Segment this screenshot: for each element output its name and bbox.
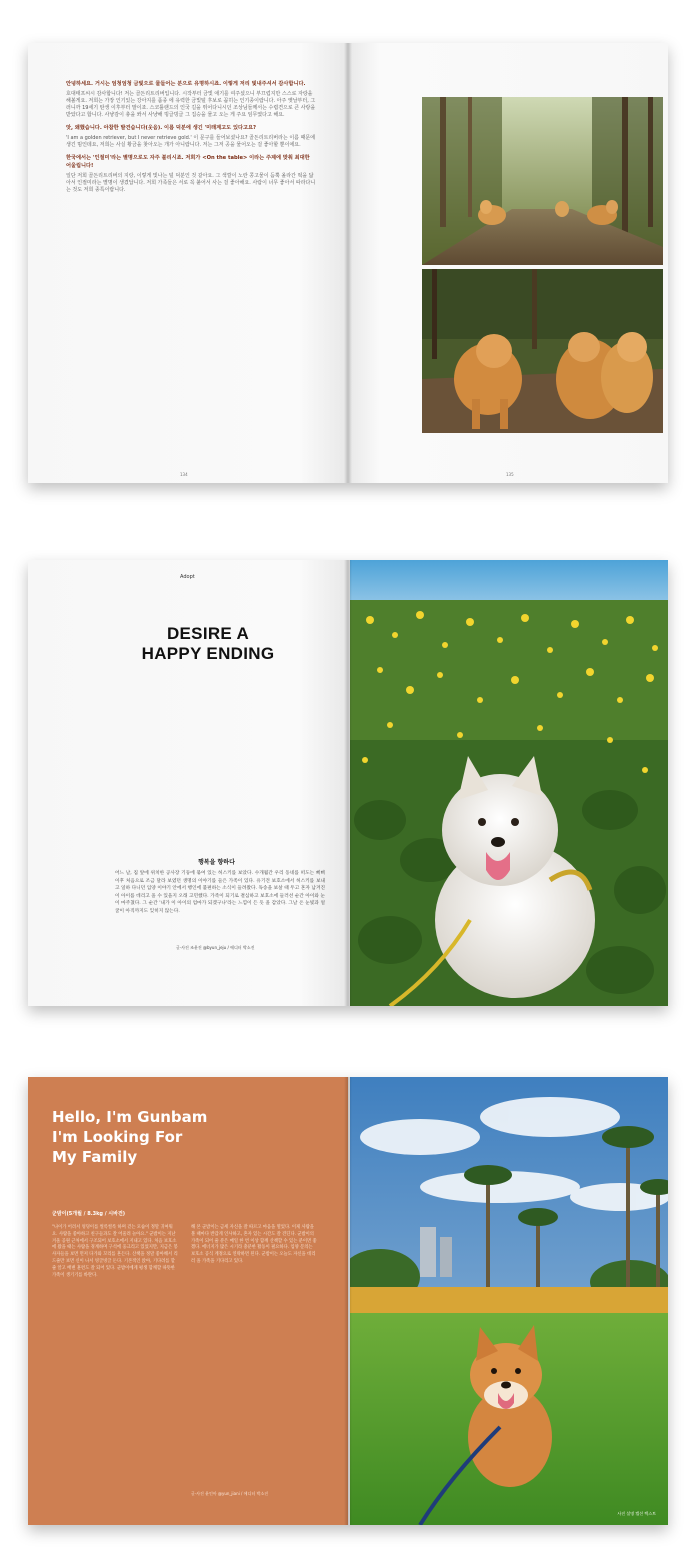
answer-2: 'I am a golden retriever, but I never retrieve gold.' 이 문구를 들어보셨나요? 골든리트리버라는 이름 때문에 생긴 밈인데요, 저희는 사실 황금을 찾아오는 개가 아니랍니다. 저는 그저 공을 물어오는 걸 좋아할 뿐이에요. — [66, 135, 316, 149]
article-credit: 글·사진 윤인아 @yun_jiani / 에디터 박소진 — [191, 1491, 269, 1496]
right-page — [348, 560, 668, 1006]
feature-headline — [88, 624, 328, 664]
left-page — [28, 560, 348, 1006]
article-column-1: "나이가 어려서 엉덩이를 씰룩씰룩 하며 걷는 모습이 정말 귀여워요. 사람을 좋아하고 친구들과도 잘 어울려 놀아요." 군밤이는 지난 겨울 공원 근처에서 구조되어 보호소에서 지내고 있다. 처음 보호소에 왔을 때는 사람을 경계하며 구석에 웅크리고 있었지만, 지금은 봉사자들을 보면 먼저 다가와 꼬리를 흔든다. 산책을 정말 좋아해서 리드줄만 보면 신이 나서 빙글빙글 돈다. 기본적인 앉아, 기다려를 할 줄 알고 배변 훈련도 잘 되어 있다. 군밤이에게 평생 함께할 따뜻한 가족이 생기기를 바란다. — [52, 1225, 178, 1278]
question-3: 한국에서는 '인절미'라는 별명으로도 자주 불리시죠. 저희가 <On the table> 이라는 주제에 맞춰 최대한 어울립니다! — [66, 155, 310, 169]
husky-in-flowers-photo — [350, 560, 668, 1006]
right-page — [348, 1077, 668, 1525]
answer-1: 호대태프씨시 감사합니다! 저는 골든리트리버입니다. 시작부터 금빛 애기를 여주셨으니 부끄럽지만 스스로 자랑을 해볼게요. 저희는 가장 인기있는 강아지를 품종 에 유력한 금빛털 후보로 꼽히는 인기종이랍니다. 아주 옛날부터, 그러니까 19세기 탄생 이후부터 말이죠. 스코틀랜드의 인국 길을 뛰어다니시던 조상님들께서는 수렵견으로 큰 사랑을 받았다고 합니다. 사냥감이 총을 쏴서 사냥해 빙글빙글 그 집승을 물고 오는 게 주요 임무였다고 해요. — [66, 91, 316, 119]
article-credit: 글·사진 조윤진 @byun_jeju / 에디터 박소진 — [176, 945, 255, 950]
photo-caption: 사진 설명 캡션 텍스트 — [617, 1511, 656, 1516]
article-body: 어느 날, 집 앞에 위치한 공사장 기둥에 묶여 있는 허스키를 보았다. 수개월간 우리 동네를 떠도는 삐삐 이후 처음으로 조금 달라 보였던 생명의 이야기를 들은 가족이 있다. 유기견 보호소에서 허스키를 보내고 일하 다니던 입양 이야기 안에서 행인에 불편하는 소식이 들려왔다. 독송을 보살 때 두고 혼자 남겨진 이 아이를 데리고 올 수 있을지 오래 고민했다. 가족이 되기로 결심하고 보호소에 들러선 순간 아이와 눈이 마주쳤다. 그 순간 '내가 이 아이의 엄마가 되겠구나'라는 느낌이 든 듯 올 감았다. 그날 온 눈빛과 얼굴이 아직까지도 잊히지 않는다. — [115, 871, 325, 914]
interview-text — [66, 81, 316, 200]
spine-gutter — [344, 560, 352, 1006]
magazine-spread-2 — [28, 560, 668, 1006]
answer-3: 일단 저희 골든리트리버의 지랑, 이렇게 빛나는 털 덕분인 것 같아요. 그 색깔이 노란 콩고물이 듬뿍 올라간 떡을 닮아서 인절미라는 별명이 생겼답니다. 저희 가족들은 서로 꼭 붙어서 사는 걸 좋아해요. 사람이 너무 좋아서 따라다니는 것도 저희 종특이랍니다. — [66, 172, 316, 193]
headline-line-1: Hello, I'm Gunbam — [52, 1108, 208, 1126]
spine-gutter — [344, 43, 352, 483]
magazine-spread-3 — [28, 1077, 668, 1525]
headline-line-2: HAPPY ENDING — [141, 644, 275, 663]
golden-retrievers-closeup-photo — [422, 269, 663, 433]
left-page — [28, 1077, 348, 1525]
question-2: 앗, 왜했습니다. 아참한 발견습니다(웃음). 이름 덕분에 생긴 '미래계고도 있다고요? — [66, 125, 257, 132]
spine-gutter — [344, 1077, 352, 1525]
golden-retrievers-trail-photo — [422, 97, 663, 265]
headline-line-2: I'm Looking For — [52, 1128, 183, 1146]
article-column-2: 해 본 군밤이는 금세 자신을 잘 따르고 마음을 열었다. 이제 사람을 볼 때마다 반갑게 인사하고, 혼자 있는 시간도 잘 견딘다. 군밤이의 가족이 되어 줄 분은 매일 한 번 이상 함께 산책할 수 있는 분이면 좋겠다. 에너지가 많은 시기라 충분한 활동이 필요하다. 입양 문의는 보호소 공식 계정으로 연락하면 된다. 군밤이는 오늘도 자신을 데리러 올 가족을 기다리고 있다. — [191, 1225, 317, 1264]
headline-line-3: My Family — [52, 1148, 138, 1166]
feature-headline — [52, 1107, 272, 1167]
article-title: 행복을 향하다 — [198, 859, 235, 866]
magazine-spread-1 — [28, 43, 668, 483]
right-page — [348, 43, 668, 483]
page-number-right: 135 — [506, 472, 514, 477]
question-1: 안녕하세요. 거시는 엄청엄청 금빛으로 물들어는 분으로 유명하시죠. 이렇게 저리 빛내주셔서 감사합니다. — [66, 81, 306, 87]
dog-profile-subtitle: 군밤이(5개월 / 8.3kg / 시바견) — [52, 1211, 126, 1217]
section-label: Adopt — [180, 574, 195, 580]
headline-line-1: DESIRE A — [166, 624, 250, 643]
page-number-left: 134 — [180, 472, 188, 477]
left-page — [28, 43, 348, 483]
shiba-in-park-photo — [350, 1077, 668, 1525]
